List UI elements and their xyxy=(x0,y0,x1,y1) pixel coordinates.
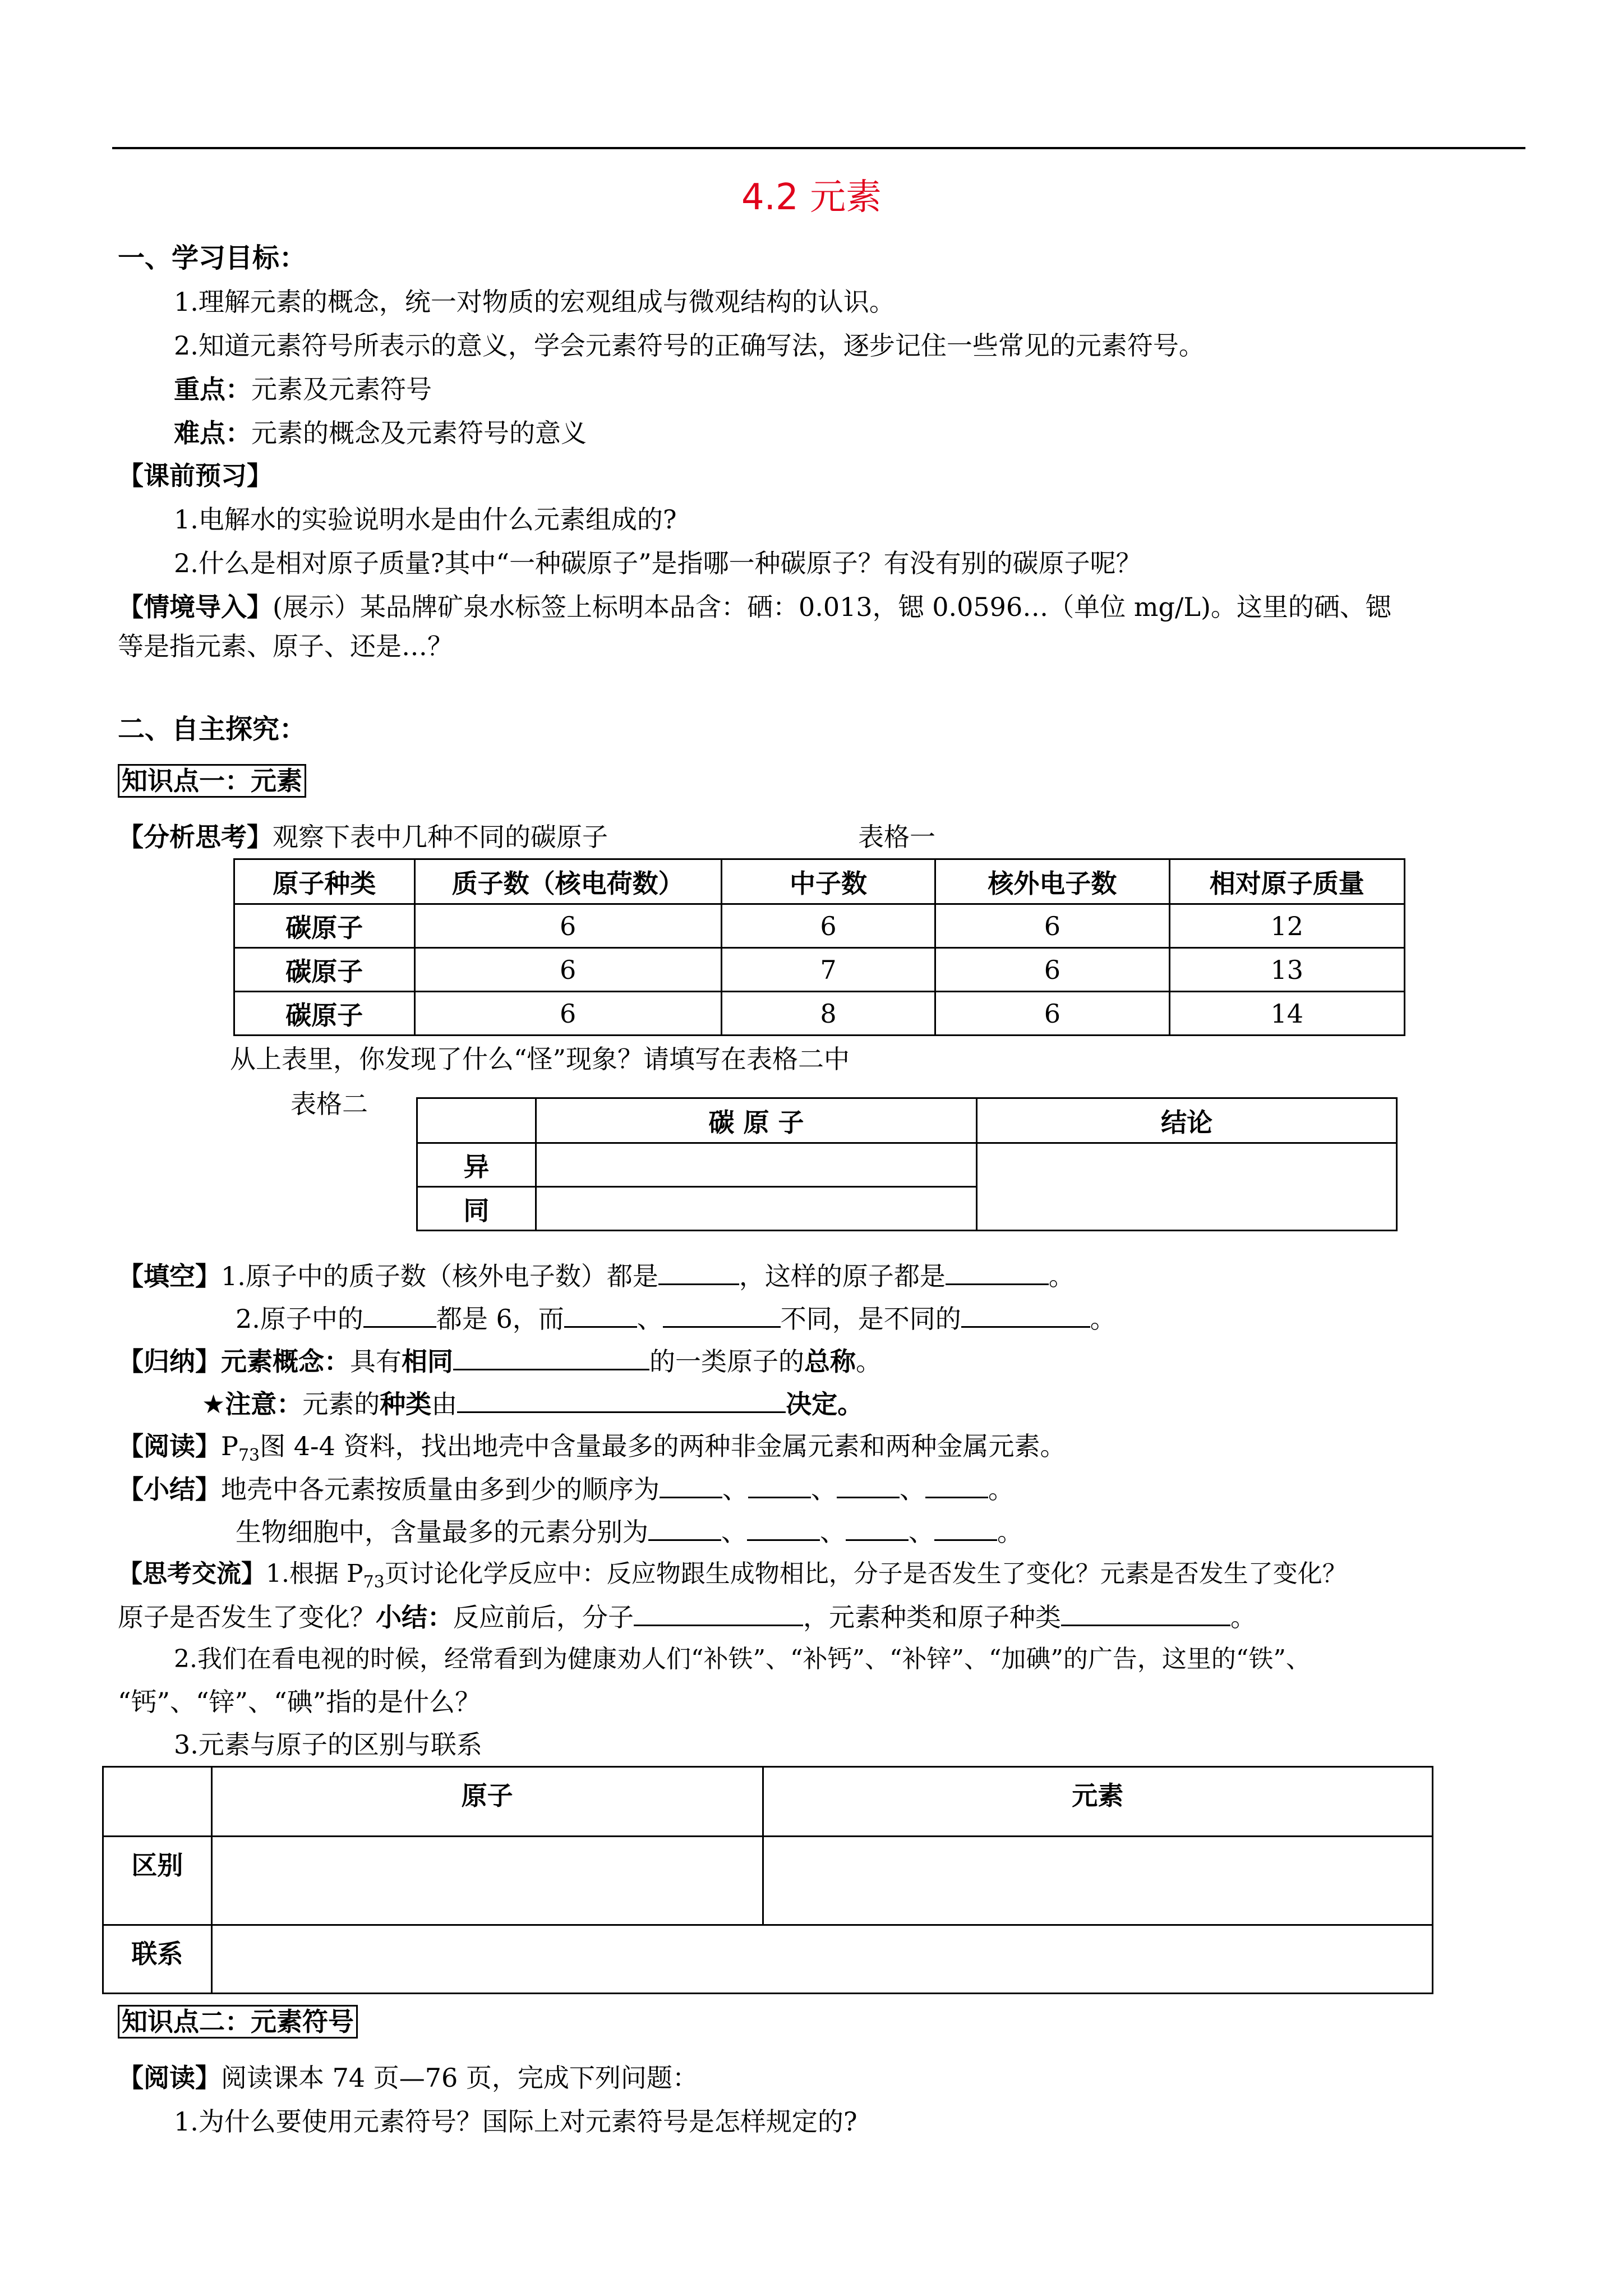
fill-text: 、 xyxy=(637,1304,663,1334)
element-vs-atom-table xyxy=(102,1766,1433,1994)
section-heading-goals: 一、学习目标： xyxy=(118,242,307,274)
table3-answer-cell[interactable] xyxy=(211,1925,1432,1994)
note-label: ★注意： xyxy=(202,1389,303,1419)
summary-text: 地壳中各元素按质量由多到少的顺序为 xyxy=(221,1474,660,1504)
table1-cell: 6 xyxy=(721,904,935,948)
page-subscript: 73 xyxy=(238,1446,260,1466)
table1-header: 质子数（核电荷数） xyxy=(414,859,721,904)
reading-text: P xyxy=(221,1431,238,1461)
separator: 、 xyxy=(811,1474,837,1504)
think-text: 反应前后，分子 xyxy=(453,1602,634,1632)
answer-blank[interactable] xyxy=(1061,1600,1230,1626)
induction-emphasis: 总称 xyxy=(804,1346,856,1377)
header-rule xyxy=(112,147,1525,149)
table1-cell: 6 xyxy=(935,904,1169,948)
table2-answer-cell[interactable] xyxy=(536,1187,977,1231)
table3-header-row xyxy=(103,1767,1433,1837)
table3-corner xyxy=(103,1767,212,1837)
table2-header: 结论 xyxy=(977,1098,1397,1143)
answer-blank[interactable] xyxy=(663,1301,781,1328)
fill-text: 1.原子中的质子数（核外电子数）都是 xyxy=(221,1261,658,1291)
goal-2: 2.知道元素符号所表示的意义，学会元素符号的正确写法，逐步记住一些常见的元素符号。 xyxy=(174,330,1205,361)
table1-cell: 6 xyxy=(414,904,721,948)
answer-blank[interactable] xyxy=(648,1515,721,1541)
table2-header-row xyxy=(417,1098,1397,1143)
think-text: 页讨论化学反应中：反应物跟生成物相比，分子是否发生了变化？元素是否发生了变化？ xyxy=(384,1559,1347,1588)
table2-conclusion-cell[interactable] xyxy=(977,1143,1397,1231)
answer-blank[interactable] xyxy=(946,1259,1049,1285)
reading-text: 图 4-4 资料，找出地壳中含量最多的两种非金属元素和两种金属元素。 xyxy=(260,1431,1066,1461)
induction-emphasis: 相同 xyxy=(402,1346,453,1377)
separator: 。 xyxy=(997,1517,1023,1547)
answer-blank[interactable] xyxy=(363,1301,436,1328)
think-line-1 xyxy=(118,1557,1347,1599)
separator: 、 xyxy=(900,1474,925,1504)
answer-blank[interactable] xyxy=(837,1472,900,1498)
table-row xyxy=(234,992,1405,1036)
key-text: 元素及元素符号 xyxy=(251,374,432,404)
answer-blank[interactable] xyxy=(934,1515,997,1541)
answer-blank[interactable] xyxy=(634,1600,803,1626)
goal-1: 1.理解元素的概念，统一对物质的宏观组成与微观结构的认识。 xyxy=(174,287,895,317)
note-text: 由 xyxy=(431,1389,458,1419)
answer-blank[interactable] xyxy=(658,1259,739,1285)
table1-header: 原子种类 xyxy=(234,859,415,904)
separator: 。 xyxy=(988,1474,1014,1504)
table2-caption: 表格二 xyxy=(291,1089,368,1119)
answer-blank[interactable] xyxy=(747,1515,820,1541)
separator: 、 xyxy=(909,1517,934,1547)
induction-line xyxy=(118,1344,882,1378)
section-heading-explore: 二、自主探究： xyxy=(118,714,307,745)
summary-line-2 xyxy=(236,1515,1023,1549)
table1-cell: 6 xyxy=(414,948,721,992)
fill-line-1 xyxy=(118,1259,1075,1293)
separator: 、 xyxy=(722,1474,748,1504)
summary-line-1 xyxy=(118,1472,1014,1506)
summary-text: 生物细胞中，含量最多的元素分别为 xyxy=(236,1517,648,1547)
separator: 、 xyxy=(721,1517,747,1547)
table1-cell: 13 xyxy=(1169,948,1404,992)
answer-blank[interactable] xyxy=(846,1515,909,1541)
fill-text: 。 xyxy=(1090,1304,1116,1334)
induction-text: 。 xyxy=(856,1346,882,1377)
after-table-text: 从上表里，你发现了什么“怪”现象？请填写在表格二中 xyxy=(230,1044,850,1074)
preview-question-2: 2.什么是相对原子质量?其中“一种碳原子”是指哪一种碳原子？有没有别的碳原子呢？ xyxy=(174,548,1142,578)
think-text: 原子是否发生了变化？ xyxy=(118,1602,376,1632)
key-label: 重点： xyxy=(174,374,251,404)
fill-text: 。 xyxy=(1048,1261,1075,1291)
table3-header: 原子 xyxy=(211,1767,763,1837)
induction-term: 元素概念： xyxy=(221,1346,350,1377)
fill-text: 不同，是不同的 xyxy=(780,1304,961,1334)
analysis-line xyxy=(118,820,608,854)
answer-blank[interactable] xyxy=(457,1387,786,1413)
answer-blank[interactable] xyxy=(748,1472,811,1498)
table-row xyxy=(103,1837,1433,1925)
knowledge-point-1-box: 知识点一：元素 xyxy=(118,764,306,798)
table1-cell: 14 xyxy=(1169,992,1404,1036)
separator: 、 xyxy=(820,1517,846,1547)
analysis-label: 【分析思考】 xyxy=(118,822,273,852)
fill-line-2 xyxy=(236,1301,1116,1336)
think-text: ，元素种类和原子种类 xyxy=(803,1602,1061,1632)
induction-text: 具有 xyxy=(350,1346,402,1377)
table1-cell: 碳原子 xyxy=(234,904,415,948)
table2-answer-cell[interactable] xyxy=(536,1143,977,1187)
intro-line-1 xyxy=(118,590,1391,624)
answer-blank[interactable] xyxy=(660,1472,722,1498)
intro-line-2: 等是指元素、原子、还是…？ xyxy=(118,631,453,661)
table-row xyxy=(103,1925,1433,1994)
table2-corner xyxy=(417,1098,536,1143)
difficult-point xyxy=(174,416,587,450)
table1-cell: 6 xyxy=(935,992,1169,1036)
fill-label: 【填空】 xyxy=(118,1261,221,1291)
intro-label: 【情境导入】 xyxy=(118,592,273,622)
think-question-2b: “钙”、“锌”、“碘”指的是什么？ xyxy=(118,1687,481,1717)
reading-text: 阅读课本 74 页—76 页，完成下列问题： xyxy=(221,2063,698,2093)
preview-label: 【课前预习】 xyxy=(118,461,273,491)
table-row xyxy=(234,904,1405,948)
think-text: 。 xyxy=(1230,1602,1256,1632)
table1-header: 核外电子数 xyxy=(935,859,1169,904)
knowledge-point-2 xyxy=(118,2005,358,2039)
summary-label: 【小结】 xyxy=(118,1474,221,1504)
table3-answer-cell[interactable] xyxy=(763,1837,1432,1925)
table3-row-label: 联系 xyxy=(103,1925,212,1994)
page-title: 4.2 元素 xyxy=(741,177,882,218)
induction-label: 【归纳】 xyxy=(118,1346,221,1377)
difficult-label: 难点： xyxy=(174,418,251,448)
table1-cell: 6 xyxy=(414,992,721,1036)
note-text: 决定。 xyxy=(786,1389,864,1419)
key-point xyxy=(174,372,432,406)
table-row xyxy=(417,1143,1397,1187)
reading-line-2 xyxy=(118,2061,698,2095)
table3-answer-cell[interactable] xyxy=(211,1837,763,1925)
table1-cell: 碳原子 xyxy=(234,948,415,992)
table1-header-row xyxy=(234,859,1405,904)
think-question-3: 3.元素与原子的区别与联系 xyxy=(174,1729,482,1760)
table3-header: 元素 xyxy=(763,1767,1432,1837)
carbon-atoms-table xyxy=(233,858,1405,1036)
page-subscript: 73 xyxy=(363,1572,385,1592)
think-summary-label: 小结： xyxy=(376,1602,453,1632)
answer-blank[interactable] xyxy=(925,1472,988,1498)
table3-row-label: 区别 xyxy=(103,1837,212,1925)
difficult-text: 元素的概念及元素符号的意义 xyxy=(251,418,587,448)
analysis-text: 观察下表中几种不同的碳原子 xyxy=(273,822,608,852)
preview-question-1: 1.电解水的实验说明水是由什么元素组成的? xyxy=(174,504,677,535)
knowledge-point-1 xyxy=(118,764,306,798)
note-line xyxy=(202,1387,863,1421)
reading-label: 【阅读】 xyxy=(118,1431,221,1461)
table1-cell: 8 xyxy=(721,992,935,1036)
table1-cell: 碳原子 xyxy=(234,992,415,1036)
answer-blank[interactable] xyxy=(961,1301,1090,1328)
induction-text: 的一类原子的 xyxy=(649,1346,804,1377)
conclusion-table xyxy=(416,1097,1398,1231)
table1-cell: 12 xyxy=(1169,904,1404,948)
table1-cell: 6 xyxy=(935,948,1169,992)
answer-blank[interactable] xyxy=(453,1344,649,1370)
reading-question-1: 1.为什么要使用元素符号？国际上对元素符号是怎样规定的? xyxy=(174,2106,857,2137)
table1-header: 相对原子质量 xyxy=(1169,859,1404,904)
fill-text: ，这样的原子都是 xyxy=(739,1261,946,1291)
think-text: 1.根据 P xyxy=(266,1559,363,1588)
fill-text: 2.原子中的 xyxy=(236,1304,363,1334)
fill-text: 都是 6，而 xyxy=(436,1304,564,1334)
think-label: 【思考交流】 xyxy=(118,1559,266,1588)
note-text: 元素的 xyxy=(302,1389,380,1419)
table2-row-label: 同 xyxy=(417,1187,536,1231)
answer-blank[interactable] xyxy=(564,1301,637,1328)
table-row xyxy=(234,948,1405,992)
think-line-2 xyxy=(118,1600,1256,1634)
table1-cell: 7 xyxy=(721,948,935,992)
table2-row-label: 异 xyxy=(417,1143,536,1187)
reading-line-1 xyxy=(118,1429,1066,1473)
reading-label: 【阅读】 xyxy=(118,2063,221,2093)
think-question-2a: 2.我们在看电视的时候，经常看到为健康劝人们“补铁”、“补钙”、“补锌”、“加碘”的广告，这里的“铁”、 xyxy=(174,1645,1311,1673)
table2-header: 碳 原 子 xyxy=(536,1098,977,1143)
table1-caption: 表格一 xyxy=(858,822,935,852)
intro-text-1: (展示）某品牌矿泉水标签上标明本品含：硒：0.013，锶 0.0596…（单位 mg/L)。这里的硒、锶 xyxy=(273,592,1391,622)
knowledge-point-2-box: 知识点二：元素符号 xyxy=(118,2005,358,2039)
table1-header: 中子数 xyxy=(721,859,935,904)
note-emphasis: 种类 xyxy=(380,1389,432,1419)
